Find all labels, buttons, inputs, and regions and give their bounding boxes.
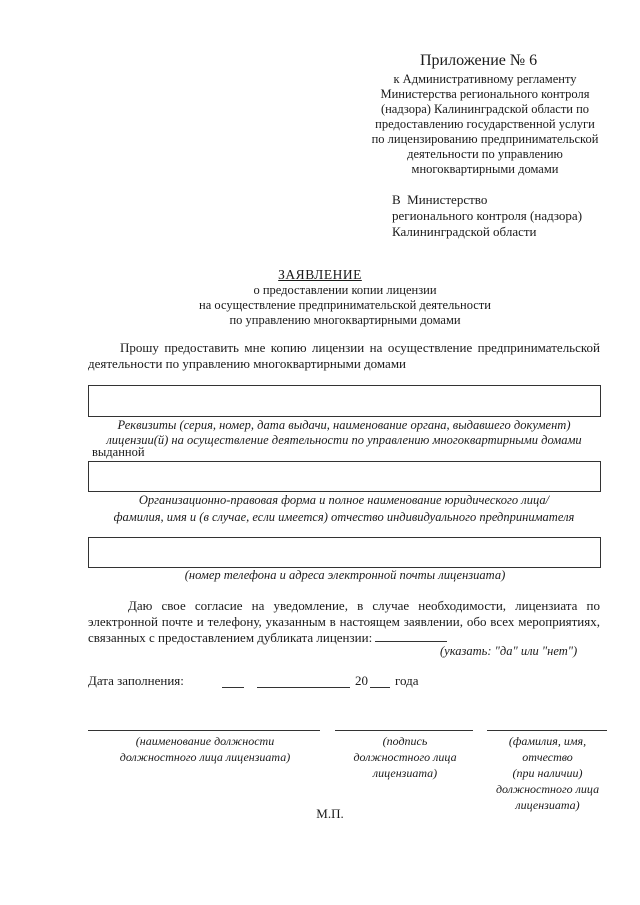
signature-caption-line: лицензиата)	[372, 766, 438, 780]
consent-answer-line[interactable]	[375, 641, 447, 642]
appendix-reference	[340, 72, 630, 177]
organization-caption-1: Организационно-правовая форма и полное наименование юридического лица/	[138, 493, 550, 507]
license-caption-2: лицензии(й) на осуществление деятельности по управлению многоквартирными домами	[106, 433, 582, 447]
name-caption-line: отчество	[522, 750, 573, 764]
statement-title: ЗАЯВЛЕНИЕ	[278, 267, 362, 282]
stamp-label: М.П.	[316, 806, 344, 821]
signature-caption-line: должностного лица	[353, 750, 457, 764]
license-details-field[interactable]	[88, 385, 601, 417]
signature-caption-line: (подпись	[382, 734, 428, 748]
contact-caption: (номер телефона и адреса электронной почты лицензиата)	[184, 568, 506, 582]
date-year-word: года	[395, 673, 419, 688]
appendix-line: по лицензированию предпринимательской	[371, 132, 599, 146]
statement-subtitle	[0, 283, 640, 328]
organization-name-field[interactable]	[88, 461, 601, 492]
organization-caption-2: фамилия, имя и (в случае, если имеется) отчество индивидуального предпринимателя	[113, 510, 575, 524]
date-label: Дата заполнения:	[88, 673, 184, 688]
consent-paragraph: Даю свое согласие на уведомление, в случае необходимости, лицензиата по электронной почте и телефону, указанным в настоящем заявлении, обо всех мероприятиях, связанных с предоставлением дубликата лицензии:	[88, 598, 600, 645]
recipient-line: В Министерство	[392, 192, 488, 207]
appendix-line: предоставлению государственной услуги	[375, 117, 595, 131]
statement-subtitle-line: о предоставлении копии лицензии	[253, 283, 437, 297]
appendix-line: к Административному регламенту	[393, 72, 577, 86]
name-caption-line: (при наличии)	[512, 766, 583, 780]
appendix-line: (надзора) Калининградской области по	[380, 102, 590, 116]
appendix-line: многоквартирными домами	[411, 162, 559, 176]
contact-field[interactable]	[88, 537, 601, 568]
name-line[interactable]	[487, 730, 607, 731]
date-year-line[interactable]	[370, 687, 390, 688]
recipient-line: регионального контроля (надзора)	[392, 208, 583, 223]
name-caption-line: должностного лица	[495, 782, 600, 796]
consent-note: (указать: "да" или "нет")	[440, 644, 578, 658]
recipient-line: Калининградской области	[392, 224, 537, 239]
position-caption-line: (наименование должности	[135, 734, 275, 748]
date-century: 20	[355, 673, 368, 688]
statement-subtitle-line: по управлению многоквартирными домами	[229, 313, 461, 327]
date-month-line[interactable]	[257, 687, 350, 688]
request-text: Прошу предоставить мне копию лицензии на осуществление предпринимательской деятельности по управлению многоквартирными домами	[88, 340, 600, 371]
signature-line[interactable]	[335, 730, 473, 731]
license-caption-1: Реквизиты (серия, номер, дата выдачи, наименование органа, выдавшего документ)	[117, 418, 571, 432]
name-caption-line: (фамилия, имя,	[508, 734, 587, 748]
name-caption	[480, 733, 615, 813]
license-caption-3: выданной	[92, 445, 145, 459]
position-caption	[95, 733, 315, 765]
appendix-line: деятельности по управлению	[407, 147, 563, 161]
statement-subtitle-line: на осуществление предпринимательской деятельности	[199, 298, 491, 312]
position-caption-line: должностного лица лицензиата)	[119, 750, 291, 764]
recipient-block	[392, 192, 582, 240]
signature-caption	[335, 733, 475, 781]
consent-text	[88, 598, 600, 646]
appendix-title: Приложение № 6	[420, 52, 538, 69]
name-caption-line: лицензиата)	[515, 798, 580, 812]
position-line[interactable]	[88, 730, 320, 731]
date-day-line[interactable]	[222, 687, 244, 688]
appendix-line: Министерства регионального контроля	[380, 87, 590, 101]
